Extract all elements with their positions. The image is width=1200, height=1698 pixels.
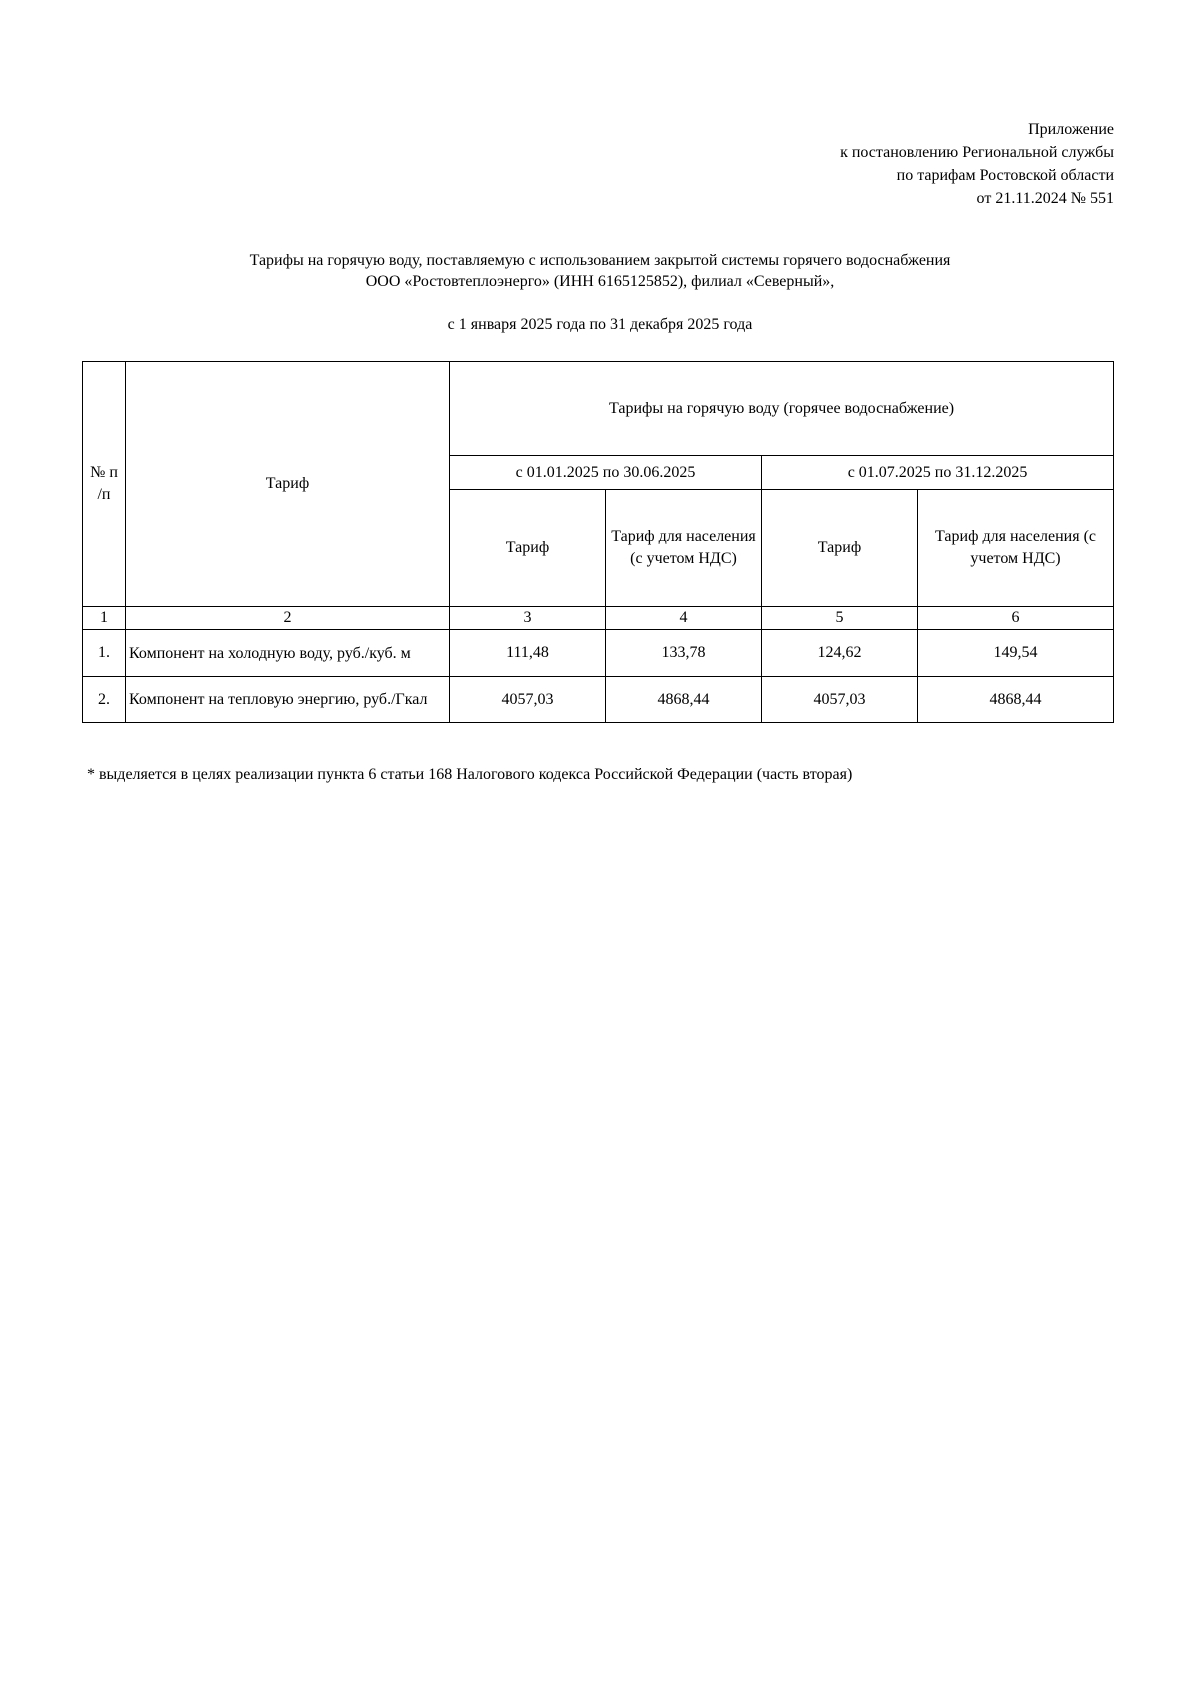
- column-number: 5: [762, 607, 918, 630]
- header-row-number: № п /п: [83, 362, 126, 607]
- header-period-1-tariff: Тариф: [450, 490, 606, 607]
- column-number: 1: [83, 607, 126, 630]
- header-period-2: с 01.07.2025 по 31.12.2025: [762, 456, 1114, 490]
- header-hot-water-tariffs: Тарифы на горячую воду (горячее водоснабжение): [450, 362, 1114, 456]
- attachment-authority-line: по тарифам Ростовской области: [896, 167, 1114, 184]
- attachment-date-number: от 21.11.2024 № 551: [976, 190, 1114, 207]
- header-tariff-name: Тариф: [126, 362, 450, 607]
- attachment-block: [694, 118, 1114, 210]
- row-value-tariff-p1: 4057,03: [450, 677, 606, 723]
- table-row: [83, 630, 1114, 677]
- column-numbers-row: [83, 607, 1114, 630]
- row-component-name: Компонент на тепловую энергию, руб./Гкал: [126, 677, 450, 723]
- row-value-population-p1: 4868,44: [606, 677, 762, 723]
- column-number: 4: [606, 607, 762, 630]
- row-number: 2.: [83, 677, 126, 723]
- document-title: [150, 250, 1050, 292]
- document-title-line-1: Тарифы на горячую воду, поставляемую с использованием закрытой системы горячего водоснабжения: [249, 252, 951, 269]
- footnote: * выделяется в целях реализации пункта 6 статьи 168 Налогового кодекса Российской Федерации (часть вторая): [87, 766, 853, 783]
- header-period-2-population-tariff: Тариф для населения (с учетом НДС): [918, 490, 1114, 607]
- row-value-population-p2: 149,54: [918, 630, 1114, 677]
- header-period-2-tariff: Тариф: [762, 490, 918, 607]
- attachment-resolution-line: к постановлению Региональной службы: [840, 144, 1114, 161]
- row-value-population-p1: 133,78: [606, 630, 762, 677]
- row-value-tariff-p1: 111,48: [450, 630, 606, 677]
- column-number: 6: [918, 607, 1114, 630]
- row-value-tariff-p2: 4057,03: [762, 677, 918, 723]
- attachment-heading: Приложение: [1028, 121, 1114, 138]
- header-period-1-population-tariff: Тариф для населения (с учетом НДС): [606, 490, 762, 607]
- header-period-1: с 01.01.2025 по 30.06.2025: [450, 456, 762, 490]
- row-component-name: Компонент на холодную воду, руб./куб. м: [126, 630, 450, 677]
- tariff-table: [82, 361, 1114, 723]
- row-number: 1.: [83, 630, 126, 677]
- document-title-line-2: ООО «Ростовтеплоэнерго» (ИНН 6165125852), филиал «Северный»,: [365, 273, 835, 290]
- column-number: 2: [126, 607, 450, 630]
- column-number: 3: [450, 607, 606, 630]
- table-row: [83, 677, 1114, 723]
- row-value-population-p2: 4868,44: [918, 677, 1114, 723]
- validity-period: с 1 января 2025 года по 31 декабря 2025 года: [447, 316, 753, 333]
- row-value-tariff-p2: 124,62: [762, 630, 918, 677]
